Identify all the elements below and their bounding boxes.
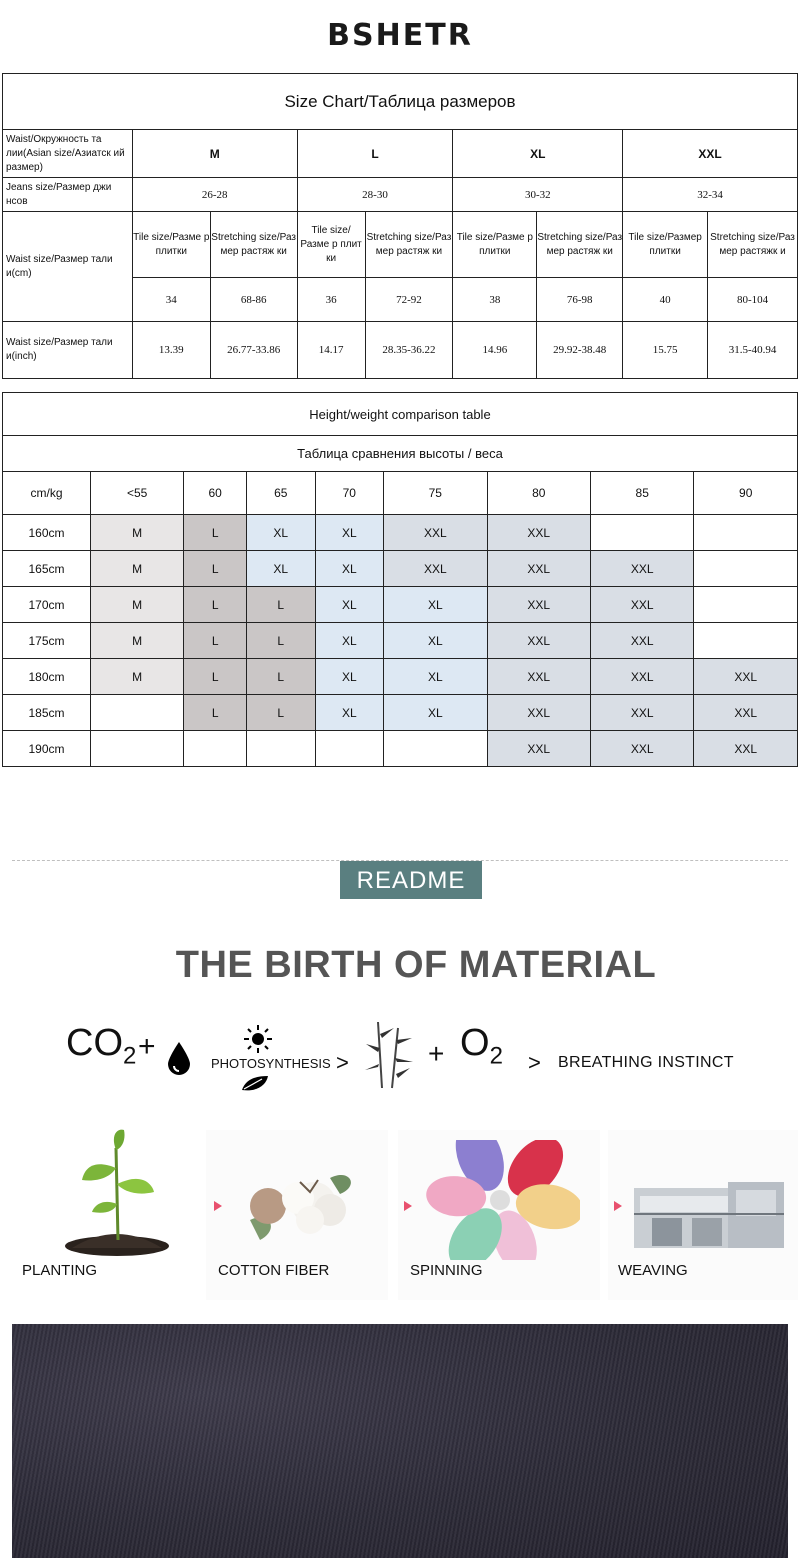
inch-value: 31.5-40.94 bbox=[708, 322, 798, 379]
size-cell: L bbox=[247, 695, 316, 731]
cm-value: 72-92 bbox=[365, 278, 453, 322]
material-heading: THE BIRTH OF MATERIAL bbox=[175, 944, 657, 986]
weight-header: 85 bbox=[590, 472, 693, 515]
jeans-m: 26-28 bbox=[132, 178, 297, 212]
size-cell: L bbox=[184, 623, 247, 659]
plus-sign: + bbox=[428, 1038, 445, 1069]
step-arrow-icon bbox=[214, 1201, 222, 1211]
size-cell: XXL bbox=[487, 623, 590, 659]
size-cell: L bbox=[247, 587, 316, 623]
size-cell bbox=[91, 695, 184, 731]
inch-value: 29.92-38.48 bbox=[537, 322, 623, 379]
size-cell bbox=[184, 731, 247, 767]
size-cell bbox=[694, 623, 798, 659]
weight-header: 65 bbox=[247, 472, 316, 515]
stretch-size-label: Stretching size/Раз мер растяжк и bbox=[708, 212, 798, 278]
size-cell: XL bbox=[315, 659, 384, 695]
cm-value: 38 bbox=[453, 278, 537, 322]
size-cell: M bbox=[91, 515, 184, 551]
readme-badge: README bbox=[340, 861, 482, 899]
step-arrow-icon bbox=[614, 1201, 622, 1211]
hw-row bbox=[3, 623, 798, 659]
co2-formula bbox=[66, 1022, 136, 1071]
tile-size-label: Tile size/Размер плитки bbox=[623, 212, 708, 278]
height-label: 185cm bbox=[3, 695, 91, 731]
size-cell: L bbox=[247, 659, 316, 695]
size-cell: XL bbox=[315, 551, 384, 587]
step-spinning-label: SPINNING bbox=[410, 1262, 483, 1279]
cm-value: 68-86 bbox=[210, 278, 297, 322]
brand-logo: BSHETR bbox=[327, 18, 473, 53]
stretch-size-label: Stretching size/Раз мер растяж ки bbox=[537, 212, 623, 278]
size-cell bbox=[694, 587, 798, 623]
size-cell: L bbox=[247, 623, 316, 659]
size-cell: XXL bbox=[590, 659, 693, 695]
size-cell: XL bbox=[315, 587, 384, 623]
size-cell: L bbox=[184, 515, 247, 551]
height-label: 180cm bbox=[3, 659, 91, 695]
sun-icon bbox=[243, 1025, 273, 1053]
weight-header: 80 bbox=[487, 472, 590, 515]
o2-subscript: 2 bbox=[489, 1042, 503, 1070]
weaving-loom-icon bbox=[632, 1168, 788, 1254]
size-cell: XXL bbox=[590, 587, 693, 623]
size-cell: M bbox=[91, 623, 184, 659]
size-cell: L bbox=[184, 695, 247, 731]
size-cell: M bbox=[91, 551, 184, 587]
size-cell: XXL bbox=[487, 659, 590, 695]
size-cell bbox=[694, 515, 798, 551]
inch-value: 28.35-36.22 bbox=[365, 322, 453, 379]
o2-formula bbox=[460, 1022, 503, 1071]
size-cell bbox=[315, 731, 384, 767]
size-cell: M bbox=[91, 587, 184, 623]
size-cell bbox=[694, 551, 798, 587]
tile-size-label: Tile size/Разме р плитки bbox=[132, 212, 210, 278]
arrow-greater: > bbox=[528, 1050, 541, 1075]
hw-row bbox=[3, 587, 798, 623]
size-cell bbox=[384, 731, 487, 767]
hw-corner-label: cm/kg bbox=[3, 472, 91, 515]
size-cell: XXL bbox=[694, 695, 798, 731]
height-label: 170cm bbox=[3, 587, 91, 623]
row-label-waist-cm: Waist size/Размер тали и(cm) bbox=[3, 212, 133, 322]
step-planting-label: PLANTING bbox=[22, 1262, 98, 1279]
size-chart-title: Size Chart/Таблица размеров bbox=[3, 74, 798, 130]
size-cell: XXL bbox=[487, 587, 590, 623]
size-cell: XL bbox=[315, 515, 384, 551]
cm-value: 34 bbox=[132, 278, 210, 322]
size-cell: XL bbox=[315, 623, 384, 659]
stretch-size-label: Stretching size/Раз мер растяж ки bbox=[365, 212, 453, 278]
size-cell: XXL bbox=[590, 731, 693, 767]
inch-value: 26.77-33.86 bbox=[210, 322, 297, 379]
cotton-boll-icon bbox=[240, 1160, 365, 1248]
hw-body bbox=[3, 515, 798, 767]
size-cell bbox=[91, 731, 184, 767]
stretch-size-label: Stretching size/Раз мер растяж ки bbox=[210, 212, 297, 278]
size-cell: XXL bbox=[590, 551, 693, 587]
size-cell: XL bbox=[384, 587, 487, 623]
bamboo-icon bbox=[362, 1018, 418, 1090]
size-cell bbox=[590, 515, 693, 551]
size-cell: XXL bbox=[384, 515, 487, 551]
inch-value: 15.75 bbox=[623, 322, 708, 379]
height-label: 175cm bbox=[3, 623, 91, 659]
row-label-jeans: Jeans size/Размер джи нсов bbox=[3, 178, 133, 212]
jeans-xl: 30-32 bbox=[453, 178, 623, 212]
hw-row bbox=[3, 695, 798, 731]
step-cotton-fiber-label: COTTON FIBER bbox=[218, 1262, 330, 1279]
water-drop-icon bbox=[166, 1040, 192, 1076]
tile-size-label: Tile size/Разме р плит ки bbox=[297, 212, 365, 278]
size-cell: M bbox=[91, 659, 184, 695]
size-cell: XL bbox=[384, 695, 487, 731]
photosynthesis-label: PHOTOSYNTHESIS bbox=[211, 1056, 331, 1071]
plus-sign: + bbox=[138, 1030, 156, 1063]
height-weight-table bbox=[2, 392, 798, 767]
hw-row bbox=[3, 659, 798, 695]
arrow-greater: > bbox=[336, 1050, 349, 1075]
size-m: M bbox=[132, 130, 297, 178]
breathing-instinct-label: BREATHING INSTINCT bbox=[558, 1054, 734, 1071]
inch-value: 13.39 bbox=[132, 322, 210, 379]
leaf-icon bbox=[240, 1074, 270, 1092]
height-label: 165cm bbox=[3, 551, 91, 587]
fabric-texture-image bbox=[12, 1324, 788, 1558]
weight-header: 60 bbox=[184, 472, 247, 515]
size-cell: XL bbox=[247, 551, 316, 587]
o2-text: O bbox=[460, 1022, 490, 1064]
inch-value: 14.17 bbox=[297, 322, 365, 379]
inch-value: 14.96 bbox=[453, 322, 537, 379]
jeans-xxl: 32-34 bbox=[623, 178, 798, 212]
size-cell: XXL bbox=[487, 731, 590, 767]
size-xxl: XXL bbox=[623, 130, 798, 178]
size-cell: L bbox=[184, 551, 247, 587]
weight-header: 90 bbox=[694, 472, 798, 515]
plant-seedling-icon bbox=[62, 1128, 172, 1256]
size-cell bbox=[247, 731, 316, 767]
cm-value: 36 bbox=[297, 278, 365, 322]
size-cell: XXL bbox=[590, 623, 693, 659]
row-label-waist-asian: Waist/Окружность та лии(Asian size/Азиатск ий размер) bbox=[3, 130, 133, 178]
size-cell: L bbox=[184, 659, 247, 695]
weight-header: 70 bbox=[315, 472, 384, 515]
size-cell: XXL bbox=[694, 659, 798, 695]
size-cell: XL bbox=[384, 659, 487, 695]
size-cell: XXL bbox=[487, 695, 590, 731]
row-label-waist-inch: Waist size/Размер тали и(inch) bbox=[3, 322, 133, 379]
size-l: L bbox=[297, 130, 453, 178]
size-cell: XXL bbox=[487, 515, 590, 551]
jeans-l: 28-30 bbox=[297, 178, 453, 212]
size-cell: L bbox=[184, 587, 247, 623]
height-label: 160cm bbox=[3, 515, 91, 551]
size-cell: XXL bbox=[487, 551, 590, 587]
size-cell: XL bbox=[315, 695, 384, 731]
step-weaving-label: WEAVING bbox=[618, 1262, 688, 1279]
size-cell: XXL bbox=[694, 731, 798, 767]
co2-subscript: 2 bbox=[123, 1042, 137, 1070]
hw-title: Height/weight comparison table bbox=[3, 393, 798, 436]
size-cell: XXL bbox=[384, 551, 487, 587]
hw-row bbox=[3, 515, 798, 551]
hw-subtitle: Таблица сравнения высоты / веса bbox=[3, 436, 798, 472]
hw-row bbox=[3, 551, 798, 587]
size-cell: XL bbox=[384, 623, 487, 659]
weight-header: <55 bbox=[91, 472, 184, 515]
weight-header: 75 bbox=[384, 472, 487, 515]
size-xl: XL bbox=[453, 130, 623, 178]
hw-row bbox=[3, 731, 798, 767]
cm-value: 76-98 bbox=[537, 278, 623, 322]
height-label: 190cm bbox=[3, 731, 91, 767]
size-chart-table bbox=[2, 73, 798, 379]
step-arrow-icon bbox=[404, 1201, 412, 1211]
cm-value: 80-104 bbox=[708, 278, 798, 322]
thread-spools-icon bbox=[420, 1140, 580, 1260]
size-cell: XXL bbox=[590, 695, 693, 731]
co2-text: CO bbox=[66, 1022, 123, 1064]
size-cell: XL bbox=[247, 515, 316, 551]
tile-size-label: Tile size/Разме р плитки bbox=[453, 212, 537, 278]
cm-value: 40 bbox=[623, 278, 708, 322]
